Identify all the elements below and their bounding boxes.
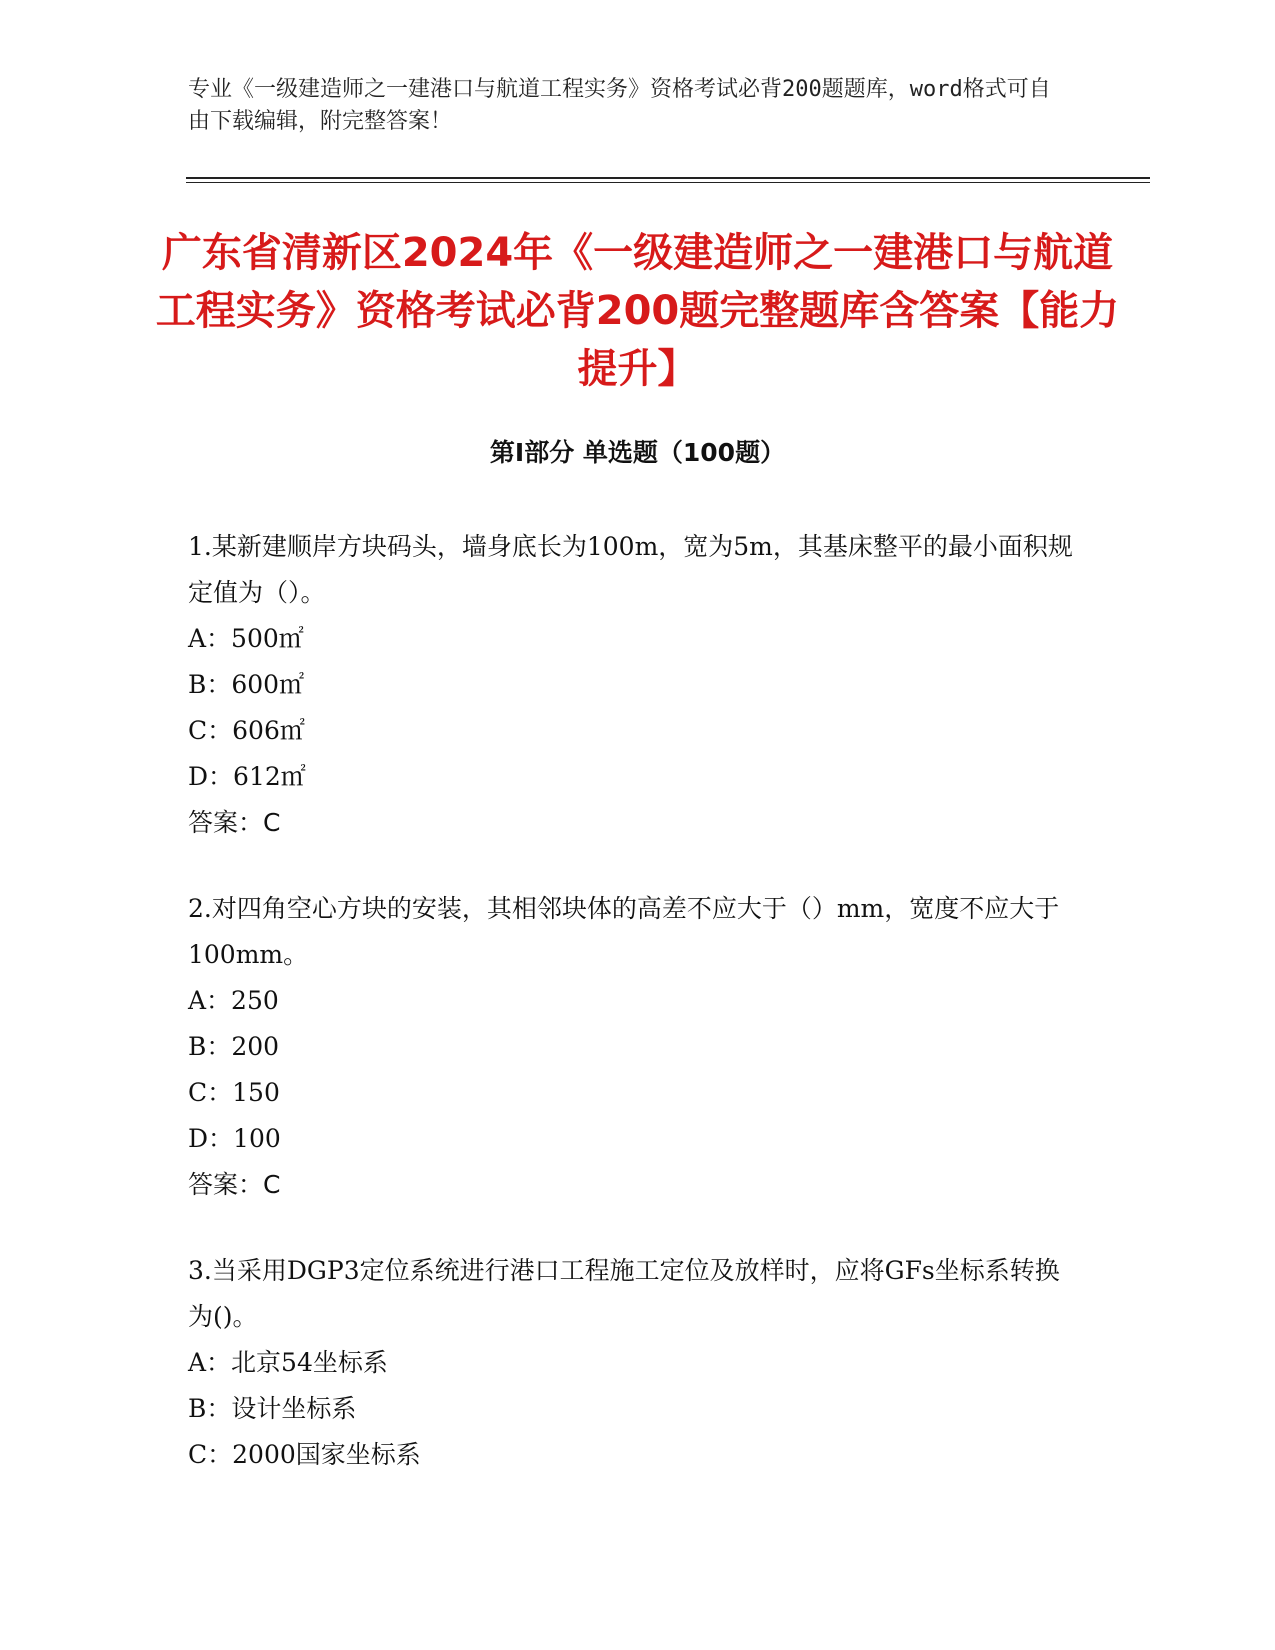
option-b: B：设计坐标系 bbox=[188, 1394, 357, 1423]
option-d: D：100 bbox=[188, 1124, 281, 1153]
option-a: A：250 bbox=[188, 986, 279, 1015]
option-c: C：2000国家坐标系 bbox=[188, 1440, 421, 1469]
option-b: B：200 bbox=[188, 1032, 280, 1061]
question-1 bbox=[188, 524, 1078, 846]
header-divider-thin bbox=[186, 182, 1150, 183]
question-stem: 1.某新建顺岸方块码头，墙身底长为100m，宽为5m，其基床整平的最小面积规定值为（）。 bbox=[188, 532, 1073, 607]
option-b: B：600㎡ bbox=[188, 670, 305, 699]
question-3 bbox=[188, 1248, 1078, 1478]
answer: 答案：C bbox=[188, 1170, 281, 1199]
question-list bbox=[188, 524, 1078, 1518]
section-heading: 第Ⅰ部分 单选题（100题） bbox=[489, 438, 786, 467]
option-a: A：500㎡ bbox=[188, 624, 304, 653]
option-c: C：606㎡ bbox=[188, 716, 305, 745]
header-divider-thick bbox=[186, 177, 1150, 179]
document-title: 广东省清新区2024年《一级建造师之一建港口与航道工程实务》资格考试必背200题完整题库含答案【能力提升】 bbox=[155, 230, 1120, 392]
option-c: C：150 bbox=[188, 1078, 280, 1107]
question-stem: 2.对四角空心方块的安装，其相邻块体的高差不应大于（）mm，宽度不应大于100mm。 bbox=[188, 894, 1060, 969]
question-2 bbox=[188, 886, 1078, 1208]
option-a: A：北京54坐标系 bbox=[188, 1348, 388, 1377]
option-d: D：612㎡ bbox=[188, 762, 306, 791]
answer: 答案：C bbox=[188, 808, 281, 837]
header-note: 专业《一级建造师之一建港口与航道工程实务》资格考试必背200题题库，word格式可自由下载编辑，附完整答案！ bbox=[188, 77, 1051, 134]
question-stem: 3.当采用DGP3定位系统进行港口工程施工定位及放样时，应将GFs坐标系转换为()。 bbox=[188, 1256, 1060, 1331]
